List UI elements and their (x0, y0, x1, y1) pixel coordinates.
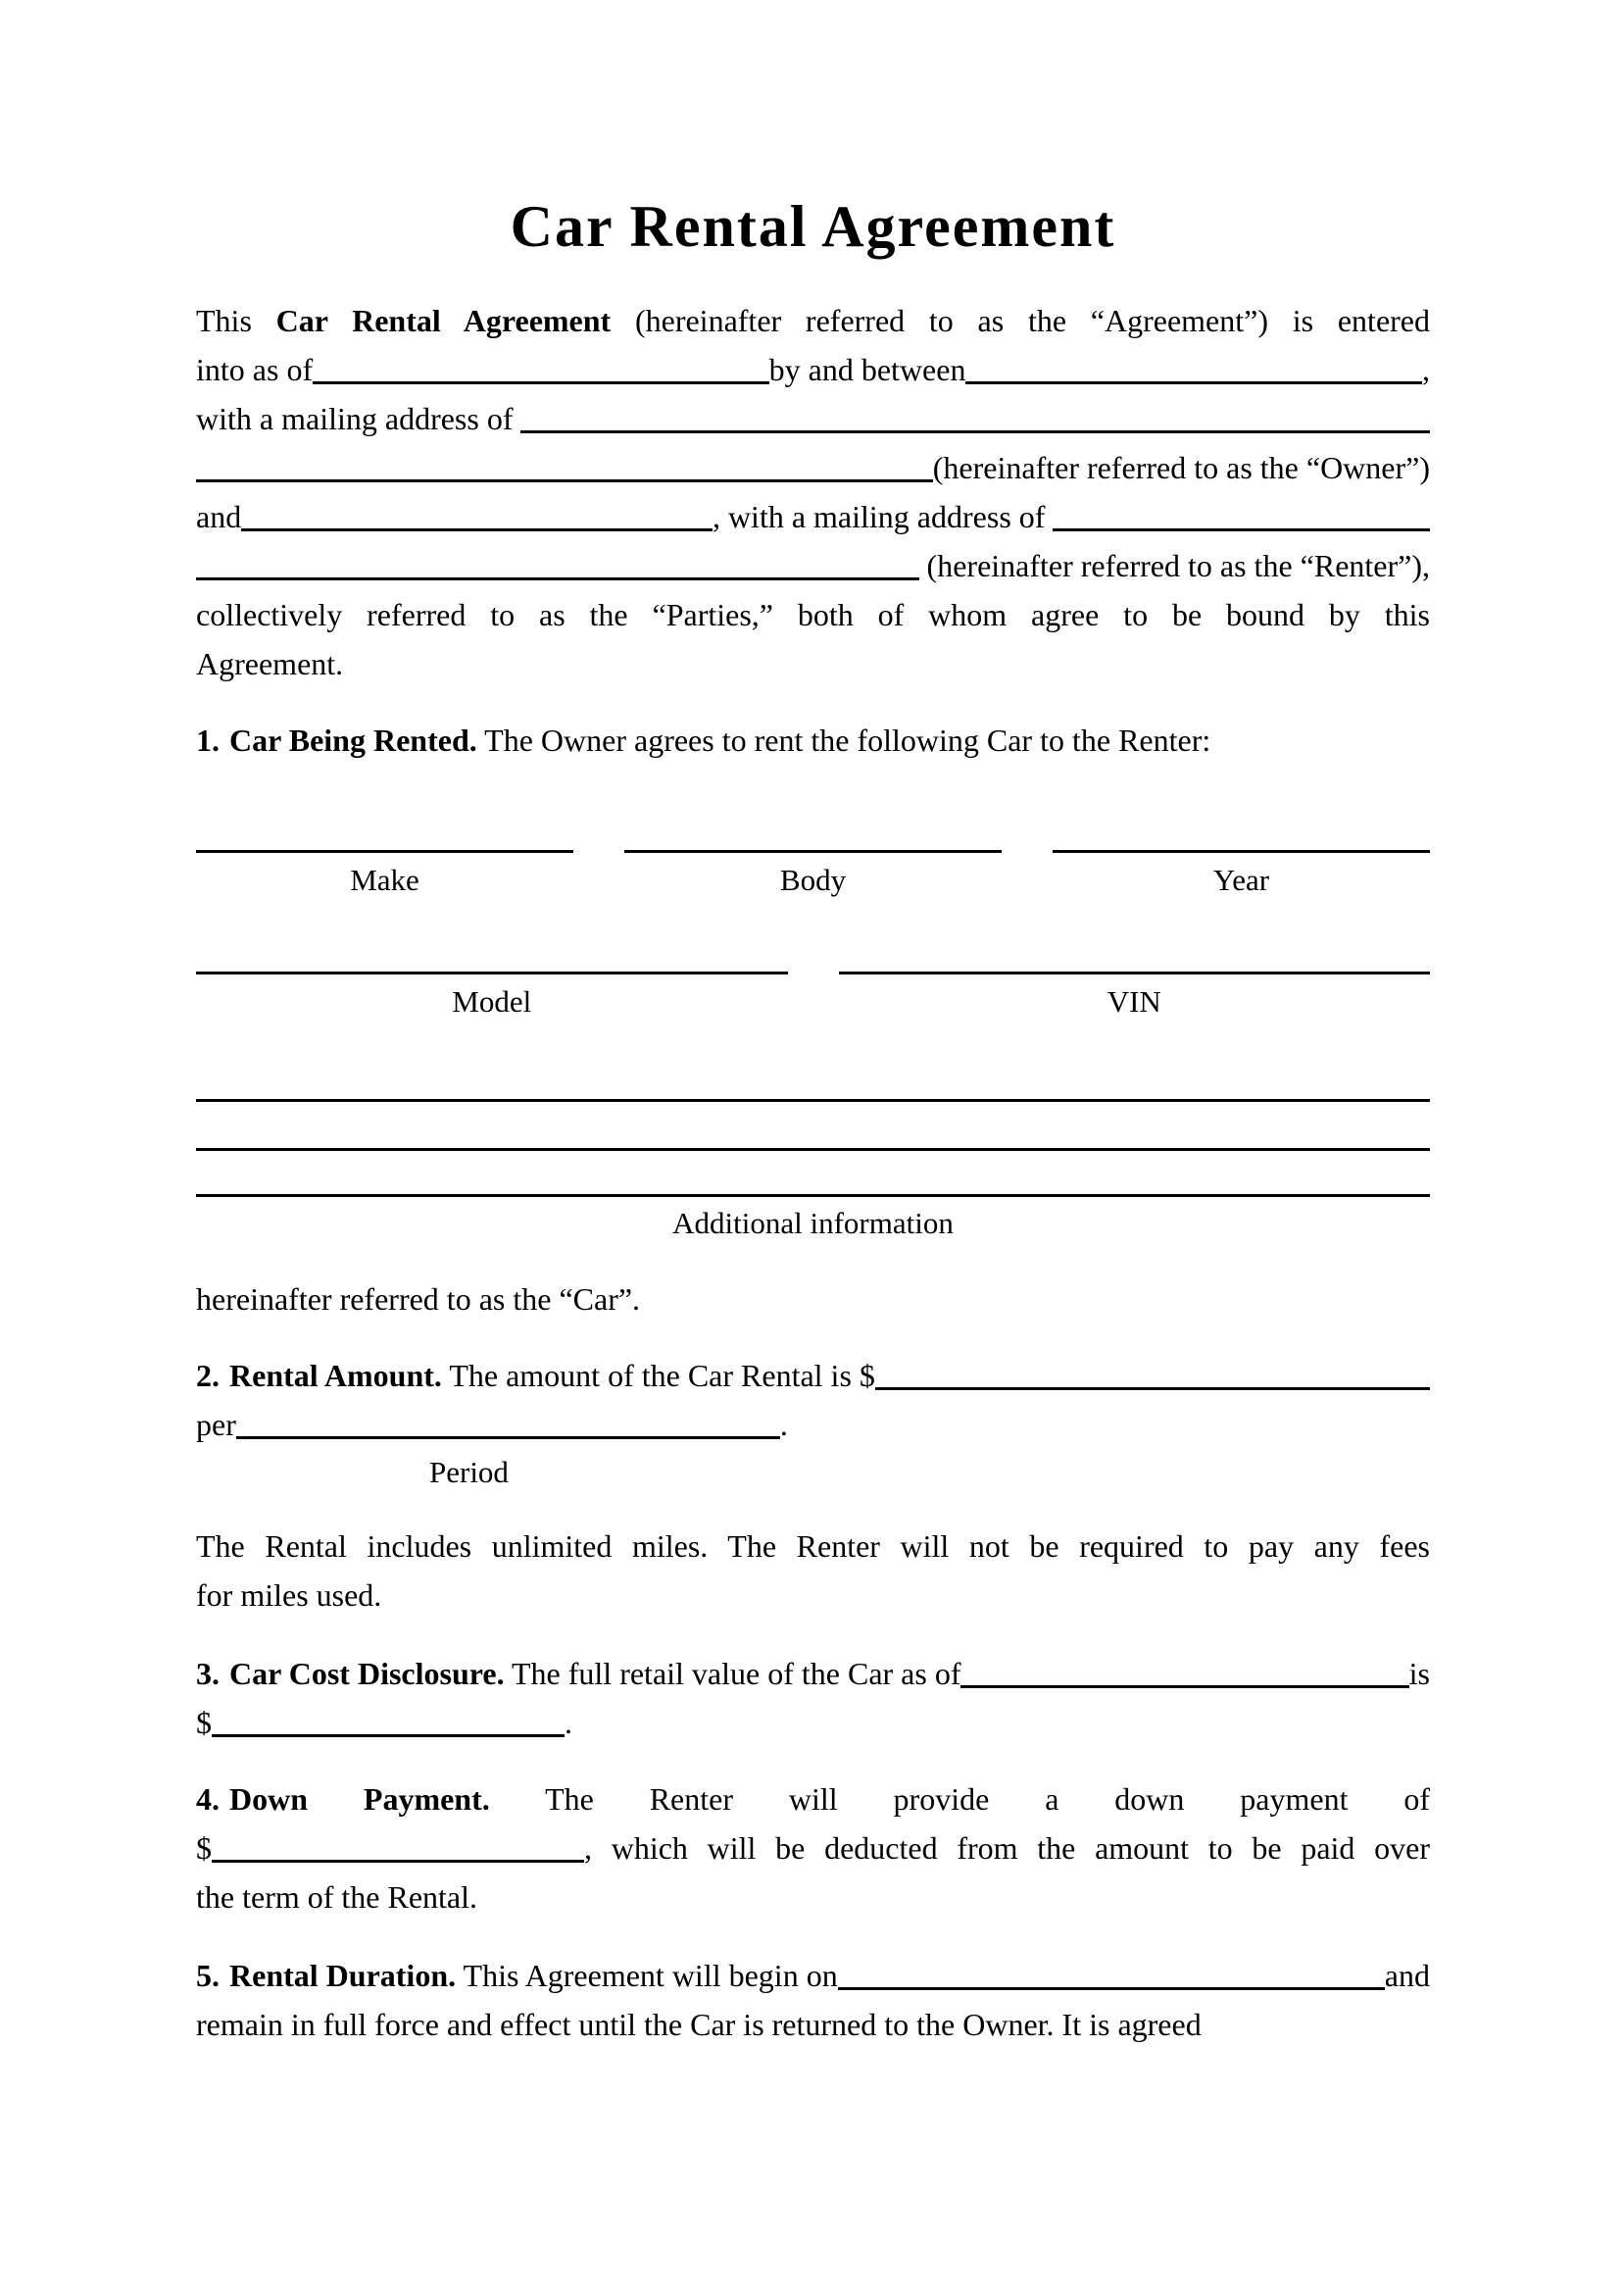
section-4-line-3-text: the term of the Rental. (196, 1879, 478, 1915)
intro-line-6 (196, 541, 1430, 590)
mileage-text: The Rental includes unlimited miles. The Renter will not be required to pay any fees (196, 1528, 1430, 1564)
mileage-paragraph (196, 1522, 1430, 1620)
section-5-line-2 (196, 2000, 1430, 2049)
vin-label: VIN (1107, 984, 1161, 1019)
model-blank[interactable] (196, 972, 788, 974)
section-5-line-2-text: remain in full force and effect until the Car is returned to the Owner. It is agreed (196, 2007, 1202, 2042)
section-2-heading-line (196, 1351, 1430, 1400)
additional-info-blank-3[interactable] (196, 1194, 1430, 1197)
section-4-line-2-text: , which will be deducted from the amount to be paid over (584, 1830, 1430, 1866)
owner-name-blank[interactable] (965, 381, 1422, 384)
section-4-heading-line (196, 1774, 1430, 1823)
section-4-heading: Down Payment. (229, 1781, 490, 1817)
intro-paragraph (196, 296, 1430, 688)
intro-line-8 (196, 639, 1430, 688)
intro-text: (hereinafter referred to as the “Agreement”) is entered (611, 303, 1431, 338)
intro-text: (hereinafter referred to as the “Renter”), (918, 548, 1430, 583)
car-fields-row-2 (196, 951, 1430, 974)
intro-text: collectively referred to as the “Parties,” both of whom agree to be bound by this (196, 597, 1430, 632)
section-3-heading-line (196, 1649, 1430, 1698)
car-footer-line (196, 1274, 1430, 1323)
additional-info-blank-1[interactable] (196, 1099, 1430, 1102)
mileage-line-1 (196, 1522, 1430, 1571)
section-2-text: The amount of the Car Rental is $ (441, 1358, 875, 1393)
section-4-line-3 (196, 1872, 1430, 1922)
car-value-blank[interactable] (212, 1734, 565, 1737)
agreement-date-blank[interactable] (313, 381, 769, 384)
vin-blank[interactable] (839, 972, 1431, 974)
additional-information-label: Additional information (672, 1206, 954, 1240)
intro-text: with a mailing address of (196, 401, 521, 436)
section-1-number: 1. (196, 723, 220, 758)
renter-address-blank-2[interactable] (196, 577, 919, 580)
section-1-heading-line (196, 716, 1430, 765)
section-1-text: The Owner agrees to rent the following Car to the Renter: (476, 723, 1211, 758)
model-label: Model (452, 984, 532, 1019)
section-5-rental-duration (196, 1951, 1430, 2049)
section-4-number: 4. (196, 1781, 220, 1817)
dollar-sign: $ (196, 1830, 212, 1866)
section-1-heading: Car Being Rented. (229, 723, 477, 758)
mileage-line-2 (196, 1571, 1430, 1620)
section-5-number: 5. (196, 1958, 220, 1993)
intro-line-4 (196, 443, 1430, 492)
per-text: per (196, 1407, 236, 1442)
section-5-tail: and (1384, 1958, 1430, 1993)
section-3-amount-end: . (565, 1705, 572, 1740)
section-3-number: 3. (196, 1656, 220, 1691)
section-2-number: 2. (196, 1358, 220, 1393)
body-label: Body (779, 863, 847, 897)
car-footer-text: hereinafter referred to as the “Car”. (196, 1281, 641, 1317)
intro-text: , with a mailing address of (712, 499, 1054, 534)
intro-text: This (196, 303, 276, 338)
car-fields-row-1 (196, 829, 1430, 853)
intro-text: , (1422, 352, 1430, 387)
intro-text: (hereinafter referred to as the “Owner”) (932, 450, 1430, 485)
intro-text: and (196, 499, 242, 534)
section-4-amount-line (196, 1823, 1430, 1872)
intro-line-5 (196, 492, 1430, 541)
additional-info-blank-2[interactable] (196, 1148, 1430, 1151)
section-3-text: The full retail value of the Car as of (504, 1656, 961, 1691)
intro-line-2 (196, 345, 1430, 394)
agreement-name-bold: Car Rental Agreement (275, 303, 612, 338)
mileage-text: for miles used. (196, 1577, 382, 1613)
car-labels-row-1 (196, 859, 1430, 902)
make-blank[interactable] (196, 850, 573, 853)
section-5-heading: Rental Duration. (229, 1958, 457, 1993)
section-3-tail: is (1408, 1656, 1430, 1691)
page-title: Car Rental Agreement (510, 194, 1116, 259)
section-2-heading: Rental Amount. (229, 1358, 442, 1393)
dollar-sign: $ (196, 1705, 212, 1740)
intro-text: Agreement. (196, 646, 344, 681)
section-2-per-line (196, 1400, 1430, 1449)
car-labels-row-2 (196, 980, 1430, 1023)
year-label: Year (1212, 863, 1270, 897)
section-3-car-cost-disclosure (196, 1649, 1430, 1747)
period-label: Period (429, 1455, 509, 1489)
section-1-car-being-rented (196, 716, 1430, 1323)
renter-name-blank[interactable] (241, 528, 713, 531)
intro-text: by and between (768, 352, 966, 387)
value-date-blank[interactable] (960, 1685, 1408, 1688)
intro-line-7 (196, 590, 1430, 639)
section-4-down-payment (196, 1774, 1430, 1922)
owner-address-blank-1[interactable] (520, 430, 1430, 433)
section-3-amount-line (196, 1698, 1430, 1747)
section-2-rental-amount (196, 1351, 1430, 1620)
body-blank[interactable] (624, 850, 1002, 853)
intro-text: into as of (196, 352, 314, 387)
down-payment-blank[interactable] (212, 1860, 584, 1863)
section-3-heading: Car Cost Disclosure. (229, 1656, 505, 1691)
renter-address-blank-1[interactable] (1053, 528, 1430, 531)
owner-address-blank-2[interactable] (196, 479, 933, 482)
section-5-text: This Agreement will begin on (456, 1958, 838, 1993)
per-end-text: . (779, 1407, 788, 1442)
make-label: Make (350, 863, 419, 897)
rental-amount-blank[interactable] (875, 1387, 1430, 1390)
start-date-blank[interactable] (838, 1987, 1385, 1990)
year-blank[interactable] (1053, 850, 1430, 853)
section-5-heading-line (196, 1951, 1430, 2000)
section-4-text: The Renter will provide a down payment of (489, 1781, 1431, 1817)
intro-line-3 (196, 394, 1430, 443)
intro-line-1 (196, 296, 1430, 345)
rental-period-blank[interactable] (236, 1436, 780, 1439)
